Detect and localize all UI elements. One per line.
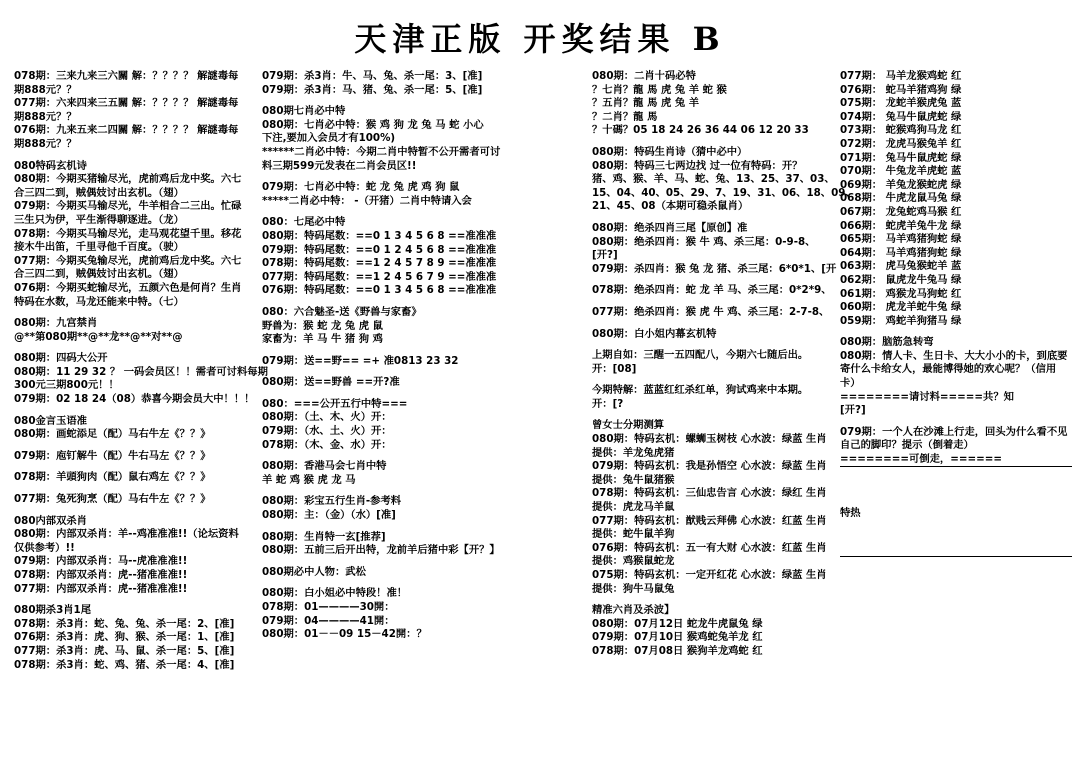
col4-line: 075期： 龙蛇羊猴虎兔 蓝 bbox=[840, 97, 962, 110]
col2-line: 079期：七肖必中特：蛇 龙 兔 虎 鸡 狗 鼠 bbox=[262, 181, 460, 194]
col3-line: ？七肖？龍 馬 虎 兔 羊 蛇 猴 bbox=[592, 83, 727, 96]
spacer bbox=[592, 596, 828, 604]
spacer bbox=[262, 173, 500, 181]
col1-line: 080特码玄机诗 bbox=[14, 159, 87, 172]
col4-line: 自己的脚印？提示（倒着走） bbox=[840, 439, 974, 452]
col3-line: 提供：兔牛鼠猪猴 bbox=[592, 473, 675, 486]
col4-line: 064期： 马羊鸡猪狗蛇 绿 bbox=[840, 246, 962, 259]
spacer bbox=[262, 298, 500, 306]
col3-line: 077期：绝杀四肖：猴 虎 牛 鸡、杀三尾：2-7-8、 bbox=[592, 305, 830, 318]
col3-line: 079期：特码玄机：我是孙悟空 心水波：绿蓝 生肖 bbox=[592, 460, 827, 473]
col4-line: 059期： 鸡蛇羊狗猪马 绿 bbox=[840, 314, 962, 327]
col4-line: 060期： 虎龙羊蛇牛兔 绿 bbox=[840, 301, 962, 314]
col3-line: [开?] bbox=[592, 249, 618, 262]
divider-upper bbox=[840, 466, 1072, 467]
col2-line: 料三期599元发表在二肖会员区!! bbox=[262, 159, 417, 172]
col3-line: 提供：鸡猴鼠蛇龙 bbox=[592, 555, 675, 568]
col3-line: 上期自如：三醒一五四配八，今期六七随后出。 bbox=[592, 349, 809, 362]
spacer bbox=[592, 214, 828, 222]
col2-line: 080期：主：（金）（水）[准] bbox=[262, 509, 396, 522]
col4-line: 061期： 鸡猴龙马狗蛇 红 bbox=[840, 287, 962, 300]
col1-line: 078期：羊頭狗肉（配）鼠右鸡左《？？》 bbox=[14, 471, 211, 484]
col4-line: 079期：一个人在沙滩上行走，回头为什么看不见 bbox=[840, 425, 1068, 438]
col3-line: 080期：白小姐内幕玄机特 bbox=[592, 327, 717, 340]
col1-line: 079期：02 18 24（08）恭喜今期会员大中！！！ bbox=[14, 393, 255, 406]
spacer bbox=[14, 507, 254, 515]
col1-line: 期888元？？ bbox=[14, 83, 77, 96]
col4-line: 069期： 羊兔龙猴蛇虎 绿 bbox=[840, 178, 962, 191]
spacer bbox=[840, 418, 1072, 426]
col1-line: 076期：杀3肖：虎、狗、猴、杀一尾：1、[准] bbox=[14, 631, 235, 644]
col2-line: 080期：01－－09 15－42開：？ bbox=[262, 628, 427, 641]
col2-line: 080期：香港马会七肖中特 bbox=[262, 460, 387, 473]
col3-line: 079期：杀四肖：猴 兔 龙 猪、杀三尾：6*0*1、[开 bbox=[592, 262, 837, 275]
col2-line: 080：===公开五行中特=== bbox=[262, 397, 408, 410]
col1-line: 079期：今期买马输尽光，牛羊相合二三出。忙碌 bbox=[14, 200, 242, 213]
col1-line: 077期：六来四来三五關 解：？？？？ 解謎毒每 bbox=[14, 97, 239, 110]
col1-line: 077期：今期买兔输尽光，虎前鸡后龙中奖。六七 bbox=[14, 254, 242, 267]
col4-line: 068期： 牛虎龙鼠马兔 绿 bbox=[840, 192, 962, 205]
col1-line: 期888元？？ bbox=[14, 137, 77, 150]
col3-line: 开：[? bbox=[592, 397, 624, 410]
col1-line: 077期：杀3肖：虎、马、鼠、杀一尾：5、[准] bbox=[14, 644, 235, 657]
col2-line: 下注,要加入会员才有100%) bbox=[262, 132, 396, 145]
col2-line: 078期：（木、金、水）开： bbox=[262, 438, 392, 451]
col2-line: 080期七肖必中特 bbox=[262, 105, 346, 118]
col1-line: 076期：九来五来二四關 解：？？？？ 解謎毒每 bbox=[14, 124, 239, 137]
col2-line: 079期：送==野== =+ 准0813 23 32 bbox=[262, 354, 459, 367]
col2-line: 079期：（水、土、火）开： bbox=[262, 425, 392, 438]
spacer bbox=[14, 596, 254, 604]
col4-line: 073期： 蛇猴鸡狗马龙 红 bbox=[840, 124, 962, 137]
col2-line: 076期：特码尾数：==0 1 3 4 5 6 8 ==准准准 bbox=[262, 284, 497, 297]
col4-line: 072期： 龙虎马猴兔羊 红 bbox=[840, 137, 962, 150]
col1-line: 077期：内部双杀肖：虎--猪准准准!! bbox=[14, 582, 188, 595]
col4-line: ========请讨料=====共？知 bbox=[840, 390, 1014, 403]
col3-line: 猪、鸡、猴、羊、马、蛇、兔、13、25、37、03、 bbox=[592, 173, 835, 186]
spacer bbox=[262, 347, 500, 355]
col1-line: 076期：今期买蛇输尽光，五颜六色是何肖？生肖 bbox=[14, 281, 242, 294]
col3-line: 078期：07月08日 猴狗羊龙鸡蛇 红 bbox=[592, 644, 763, 657]
col1-line: 合三四二到，贼偶妓讨出玄机。（翅） bbox=[14, 268, 184, 281]
col2-line: 080期：彩宝五行生肖-参考料 bbox=[262, 495, 402, 508]
col2-line: 家畜为：羊 马 牛 猪 狗 鸡 bbox=[262, 333, 383, 346]
divider-lower bbox=[840, 556, 1072, 557]
spacer bbox=[262, 97, 500, 105]
col1-line: 078期：内部双杀肖：虎--猪准准准!! bbox=[14, 569, 188, 581]
col4-line: 063期： 虎马兔猴蛇羊 蓝 bbox=[840, 260, 962, 273]
col1-line: 078期：今期买马输尽光，走马观花望千里。移花 bbox=[14, 227, 242, 240]
col2-line: 080期：五前三后开出特，龙前羊后猪中彩【开？】 bbox=[262, 544, 500, 557]
col3-line: 080期：绝杀四肖三尾【原创】准 bbox=[592, 221, 748, 234]
col4-line: 080期：脑筋急转弯 bbox=[840, 336, 934, 349]
col2-line: 078期：01————30開： bbox=[262, 601, 395, 613]
col3-line: 078期：绝杀四肖：蛇 龙 羊 马、杀三尾：0*2*9、 bbox=[592, 284, 832, 297]
column-1 bbox=[14, 70, 268, 779]
page-title: 天津正版 开奖结果 B bbox=[354, 20, 726, 58]
col2-line: 080期：（土、木、火）开： bbox=[262, 411, 392, 424]
col1-line: 080期：11 29 32 ？ 一码会员区！！需者可讨料每期 bbox=[14, 365, 268, 378]
col1-line: 特码在水数，马龙还能来中特。（七） bbox=[14, 295, 184, 308]
spacer bbox=[14, 442, 254, 450]
col2-line: 080：七尾必中特 bbox=[262, 216, 346, 229]
col3-line: 21、45、08（本期可稳杀鼠肖） bbox=[592, 200, 749, 213]
col3-line: 提供：蛇牛鼠羊狗 bbox=[592, 528, 675, 541]
col2-line: 080：六合魅圣-送《野兽与家畜》 bbox=[262, 305, 422, 318]
spacer bbox=[592, 341, 828, 349]
col2-line: 羊 蛇 鸡 猴 虎 龙 马 bbox=[262, 473, 356, 486]
col3-line: 080期：二肖十码必特 bbox=[592, 70, 696, 82]
col1-line: 合三四二到，贼偶妓讨出玄机。（翅） bbox=[14, 186, 184, 199]
spacer bbox=[592, 138, 828, 146]
col2-line: 080期：特码尾数：==0 1 3 4 5 6 8 ==准准准 bbox=[262, 229, 497, 242]
spacer bbox=[840, 467, 1072, 475]
col2-line: 079期：特码尾数：==0 1 2 4 5 6 8 ==准准准 bbox=[262, 243, 497, 256]
col4-line: [开?] bbox=[840, 404, 866, 417]
col3-line: 提供：虎龙马羊鼠 bbox=[592, 501, 675, 514]
spacer bbox=[14, 407, 254, 415]
col1-line: 080期杀3肖1尾 bbox=[14, 604, 92, 617]
col4-line: 076期： 蛇马羊猪鸡狗 绿 bbox=[840, 83, 962, 96]
col1-line: 接木牛出笛，千里寻他千百度。（驶） bbox=[14, 241, 184, 254]
col2-line: 080期必中人物：武松 bbox=[262, 565, 366, 578]
col1-line: 三生只为伊，平生渐得聊逐进。（龙） bbox=[14, 213, 184, 226]
col1-line: 079期：庖钉解牛（配）牛右马左《？？》 bbox=[14, 449, 211, 462]
col2-line: 080期：送==野兽 ==开?准 bbox=[262, 376, 400, 389]
col3-line: 曾女士分期测算 bbox=[592, 419, 665, 432]
spacer bbox=[840, 483, 1072, 491]
col3-line: 080期：特码生肖诗（猜中必中） bbox=[592, 145, 748, 158]
col2-line: 079期：04————41開： bbox=[262, 614, 395, 627]
col1-line: 期888元？？ bbox=[14, 110, 77, 123]
col1-line: 078期：杀3肖：蛇、兔、兔、杀一尾：2、[准] bbox=[14, 617, 235, 630]
col1-line: 078期：杀3肖：蛇、鸡、猪、杀一尾：4、[准] bbox=[14, 658, 235, 671]
col1-line: 080金言玉语准 bbox=[14, 414, 87, 427]
col2-line: 079期：杀3肖：牛、马、兔、杀一尾：3、[准] bbox=[262, 70, 483, 82]
spacer bbox=[840, 475, 1072, 483]
col2-line: ******二肖必中特：今期二肖中特暂不公开需者可讨 bbox=[262, 145, 501, 158]
col1-line: 078期：三来九来三六關 解：？？？？ 解謎毒每 bbox=[14, 70, 239, 82]
col1-line: 080期：今期买猪输尽光，虎前鸡后龙中奖。六七 bbox=[14, 173, 242, 186]
col1-line: 077期：兔死狗烹（配）马右牛左《？？》 bbox=[14, 493, 211, 506]
col3-line: ？五肖？龍 馬 虎 兔 羊 bbox=[592, 97, 700, 110]
column-2 bbox=[262, 70, 500, 779]
col2-line: *****二肖必中特： -（开猪）二肖中特请入会 bbox=[262, 194, 472, 207]
col4-line: 080期：情人卡、生日卡、大大小小的卡，到底要 bbox=[840, 349, 1068, 362]
column-4 bbox=[840, 70, 1072, 779]
spacer bbox=[592, 320, 828, 328]
col4-line: 070期： 牛兔龙羊虎蛇 蓝 bbox=[840, 165, 962, 178]
col2-line: 080期：白小姐必中特段！准！ bbox=[262, 587, 408, 600]
col4-line: 066期： 蛇虎羊兔牛龙 绿 bbox=[840, 219, 962, 232]
col4-line: 特热 bbox=[840, 506, 861, 519]
col4-line: 067期： 龙兔蛇鸡马猴 红 bbox=[840, 205, 962, 218]
col1-line: 300元三期800元！！ bbox=[14, 379, 119, 392]
col3-line: 077期：特码玄机：猷贱云拜佛 心水波：红蓝 生肖 bbox=[592, 514, 827, 527]
col3-line: 080期：绝杀四肖：猴 牛 鸡、杀三尾：0-9-8、 bbox=[592, 235, 816, 248]
col1-line: 080期：画蛇添足（配）马右牛左《？？》 bbox=[14, 428, 211, 441]
col2-line: 079期：杀3肖：马、猪、兔、杀一尾：5、[准] bbox=[262, 83, 483, 96]
col4-line: 071期： 兔马牛鼠虎蛇 绿 bbox=[840, 151, 962, 164]
col3-line: 080期：07月12日 蛇龙牛虎鼠兔 绿 bbox=[592, 617, 763, 630]
col4-line: 寄什么卡给女人，最能博得她的欢心呢？（信用 bbox=[840, 363, 1057, 376]
col4-line: ========可倒走，====== bbox=[840, 453, 1002, 466]
col1-line: 080内部双杀肖 bbox=[14, 514, 87, 527]
col3-line: 精准六肖及杀波】 bbox=[592, 604, 675, 617]
col3-line: ？十碼？05 18 24 26 36 44 06 12 20 33 bbox=[592, 124, 809, 137]
spacer bbox=[262, 558, 500, 566]
col3-line: 开：[08] bbox=[592, 362, 637, 375]
col4-line: 074期： 兔马牛鼠虎蛇 绿 bbox=[840, 110, 962, 123]
spacer bbox=[14, 309, 254, 317]
spacer bbox=[840, 491, 1072, 499]
col1-line: @**第080期**@**龙**@**对**@ bbox=[14, 330, 183, 343]
col4-line: 077期： 马羊龙猴鸡蛇 红 bbox=[840, 70, 962, 82]
col1-line: 080期：九宫禁肖 bbox=[14, 317, 98, 330]
col4-line: 062期： 鼠虎龙牛兔马 绿 bbox=[840, 273, 962, 286]
spacer bbox=[262, 523, 500, 531]
col3-line: 提供：狗牛马鼠兔 bbox=[592, 582, 675, 595]
col3-line: ？二肖？龍 馬 bbox=[592, 110, 658, 123]
col3-line: 078期：特码玄机：三仙忠告言 心水波：绿红 生肖 bbox=[592, 487, 827, 500]
spacer bbox=[262, 390, 500, 398]
col2-line: 080期：七肖必中特：猴 鸡 狗 龙 兔 马 蛇 小心 bbox=[262, 118, 484, 131]
col2-line: 078期：特码尾数：==1 2 4 5 7 8 9 ==准准准 bbox=[262, 257, 497, 270]
col1-line: 079期：内部双杀肖：马--虎准准准!! bbox=[14, 555, 188, 568]
col3-line: 今期特解：蓝蓝红红杀红单，狗试鸡来中本期。 bbox=[592, 384, 809, 397]
col3-line: 080期：特码三七两边找 过一位有特码：开？ bbox=[592, 159, 803, 172]
col4-line: 065期： 马羊鸡猪狗蛇 绿 bbox=[840, 233, 962, 246]
col2-line: 野兽为：猴 蛇 龙 兔 虎 鼠 bbox=[262, 319, 383, 332]
spacer bbox=[592, 298, 828, 306]
col1-line: 080期：四码大公开 bbox=[14, 352, 108, 365]
col3-line: 提供：羊龙兔虎猪 bbox=[592, 446, 675, 459]
spacer bbox=[14, 152, 254, 160]
col2-line: 080期：生肖特一玄[推荐] bbox=[262, 530, 386, 543]
col3-line: 076期：特码玄机：五一有大财 心水波：红蓝 生肖 bbox=[592, 541, 827, 554]
spacer bbox=[840, 499, 1072, 507]
col4-line: 卡） bbox=[840, 377, 861, 390]
col3-line: 075期：特码玄机：一定开红花 心水波：绿蓝 生肖 bbox=[592, 569, 827, 581]
col3-line: 15、04、40、05、29、7、19、31、06、18、09、 bbox=[592, 186, 856, 199]
col3-line: 079期：07月10日 猴鸡蛇兔羊龙 红 bbox=[592, 631, 763, 644]
spacer bbox=[14, 485, 254, 493]
col1-line: 080期：内部双杀肖：羊--鸡准准准!!（论坛资料 bbox=[14, 528, 239, 541]
col3-line: 080期：特码玄机：螺蛳玉树枝 心水波：绿蓝 生肖 bbox=[592, 433, 827, 446]
col1-line: 仅供参考）!! bbox=[14, 541, 75, 554]
col2-line: 077期：特码尾数：==1 2 4 5 6 7 9 ==准准准 bbox=[262, 270, 497, 283]
